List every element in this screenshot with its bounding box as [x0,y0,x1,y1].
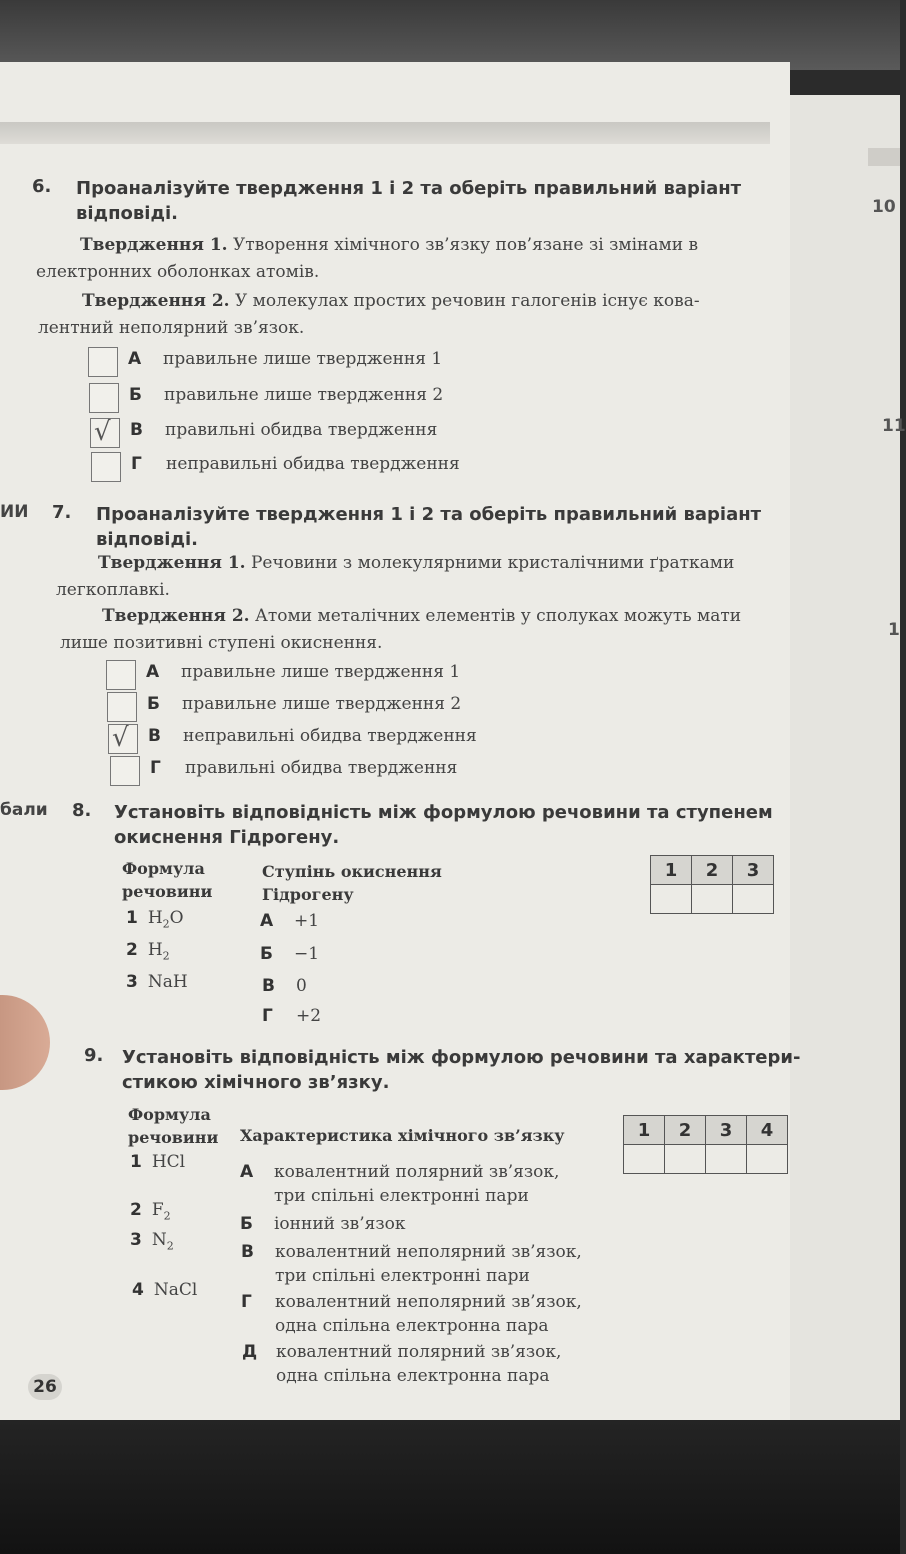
column-header-formula: Формула речовини [128,1105,219,1147]
answer-cell[interactable] [624,1145,665,1174]
page-header-bar [0,122,770,144]
answer-grid [623,1115,788,1174]
checkbox[interactable] [90,418,120,448]
checkbox[interactable] [91,452,121,482]
answer-grid [650,855,774,914]
answer-cell[interactable] [706,1145,747,1174]
answer-header: 4 [747,1116,788,1145]
background-bottom [0,1420,900,1554]
answer-header: 2 [692,856,733,885]
statement-1: Твердження 1. Утворення хімічного зв’язку пов’язане зі змінами в електронних оболонках атомів. [36,235,699,282]
right-page-number: 11 [882,416,906,436]
margin-word: бали [0,800,48,820]
statement-2: Твердження 2. У молекулах простих речовин галогенів існує кова- лентний неполярний зв’язок. [38,291,700,338]
answer-cell[interactable] [692,885,733,914]
value-b: Б −1 [260,944,320,964]
question-title: Установіть відповідність між формулою речовини та ступенем окиснення Гідрогену. [114,802,773,848]
background-top [0,0,900,70]
question-number: 7. [52,502,72,523]
right-page [790,95,900,1475]
characteristic-a: А ковалентний полярний зв’язок, три спільні електронні пари [240,1162,560,1206]
answer-header: 3 [706,1116,747,1145]
value-a: А +1 [260,911,320,931]
right-page-header-bar [868,148,900,166]
characteristic-v: В ковалентний неполярний зв’язок, три спільні електронні пари [241,1242,582,1286]
formula-3: 3 NaH [126,972,188,992]
right-page-number: 10 [872,197,896,217]
statement-1: Твердження 1. Речовини з молекулярними кристалічними ґратками легкоплавкі. [56,553,735,600]
checkmark-icon: √ [112,723,129,753]
formula-2: 2 $F_2$ [130,1200,171,1223]
column-header-characteristic: Характеристика хімічного зв’язку [240,1126,565,1145]
answer-header: 3 [733,856,774,885]
page-number: 26 [28,1374,62,1400]
answer-cell[interactable] [665,1145,706,1174]
column-header-oxidation: Ступінь окиснення Гідрогену [262,862,442,904]
question-title: Установіть відповідність між формулою речовини та характери- стикою хімічного зв’язку. [122,1047,801,1093]
right-page-number: 1 [888,620,900,640]
value-v: В 0 [262,976,307,996]
question-number: 9. [84,1045,104,1066]
checkbox[interactable] [88,347,118,377]
question-number: 8. [72,800,92,821]
characteristic-b: Б іонний зв’язок [240,1214,406,1234]
formula-4: 4 NaCl [132,1280,198,1300]
formula-1: 1 HCl [130,1152,186,1172]
checkbox[interactable] [107,692,137,722]
checkbox[interactable] [110,756,140,786]
formula-2: 2 $H_2$ [126,940,170,963]
checkmark-icon: √ [94,417,111,447]
statement-2: Твердження 2. Атоми металічних елементів у сполуках можуть мати лише позитивні ступені окиснення. [60,606,742,653]
checkbox[interactable] [106,660,136,690]
formula-3: 3 $N_2$ [130,1230,174,1253]
question-title: Проаналізуйте твердження 1 і 2 та оберіть правильний варіант відповіді. [76,178,742,224]
answer-cell[interactable] [651,885,692,914]
answer-cell[interactable] [747,1145,788,1174]
characteristic-d: Д ковалентний полярний зв’язок, одна спільна електронна пара [242,1342,562,1386]
checkbox[interactable] [108,724,138,754]
question-title: Проаналізуйте твердження 1 і 2 та оберіть правильний варіант відповіді. [96,504,762,550]
answer-header: 1 [624,1116,665,1145]
characteristic-g: Г ковалентний неполярний зв’язок, одна спільна електронна пара [241,1292,582,1336]
formula-1: 1 $H_2O$ [126,908,184,931]
answer-header: 2 [665,1116,706,1145]
margin-word: ИИ [0,502,29,522]
column-header-formula: Формула речовини [122,859,213,901]
answer-header: 1 [651,856,692,885]
answer-cell[interactable] [733,885,774,914]
question-number: 6. [32,176,52,197]
checkbox[interactable] [89,383,119,413]
value-g: Г +2 [262,1006,322,1026]
